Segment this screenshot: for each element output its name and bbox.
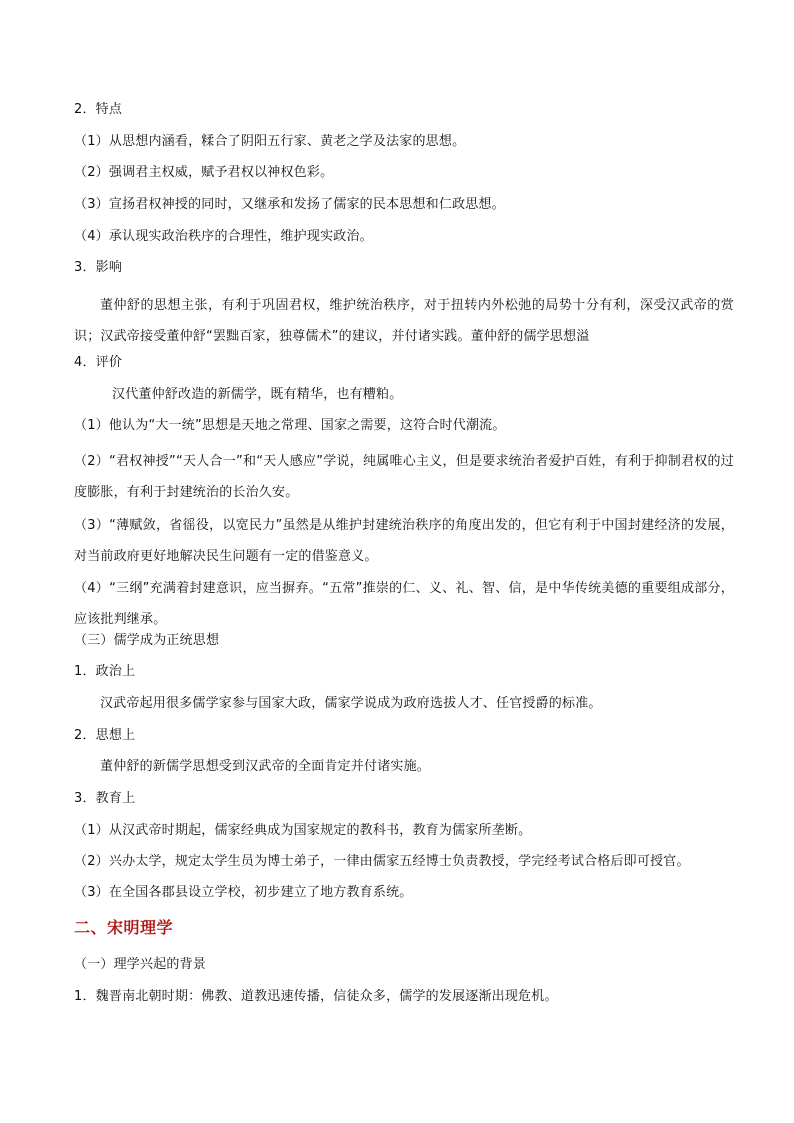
evaluation-intro: 汉代董仲舒改造的新儒学，既有精华，也有糟粕。 [112,387,403,402]
heading-features: 2．特点 [74,102,123,117]
heading-education: 3．教育上 [74,791,136,806]
evaluation-item-3: （3）“薄赋敛，省徭役，以宽民力”虽然是从维护封建统治秩序的角度出发的，但它有利于中国封建经济的发展，对当前政府更好地解决民生问题有一定的借鉴意义。 [74,518,734,564]
background-item-1: 1．魏晋南北朝时期：佛教、道教迅速传播，信徒众多，儒学的发展逐渐出现危机。 [74,989,558,1004]
evaluation-item-2: （2）“君权神授”“天人合一”和“天人感应”学说，纯属唯心主义，但是要求统治者爱护百姓，有利于抑制君权的过度膨胀，有利于封建统治的长治久安。 [74,454,734,500]
feature-item-1: （1）从思想内涵看，糅合了阴阳五行家、黄老之学及法家的思想。 [74,134,466,149]
heading-influence: 3．影响 [74,260,123,275]
politics-text: 汉武帝起用很多儒学家参与国家大政，儒家学说成为政府选拔人才、任官授爵的标准。 [100,696,602,711]
heading-thought: 2．思想上 [74,728,136,743]
evaluation-item-1: （1）他认为“大一统”思想是天地之常理、国家之需要，这符合时代潮流。 [74,418,506,433]
section-title-song-ming: 二、宋明理学 [74,918,174,937]
education-item-1: （1）从汉武帝时期起，儒家经典成为国家规定的教科书，教育为儒家所垄断。 [74,823,532,838]
feature-item-4: （4）承认现实政治秩序的合理性，维护现实政治。 [74,229,373,244]
heading-orthodox: （三）儒学成为正统思想 [74,633,220,648]
heading-background: （一）理学兴起的背景 [74,957,207,972]
influence-paragraph: 董仲舒的思想主张，有利于巩固君权，维护统治秩序，对于扭转内外松弛的局势十分有利，深受汉武帝的赏识；汉武帝接受董仲舒“罢黜百家，独尊儒术”的建议，并付诸实践。董仲舒的儒学思想溢 [74,298,734,344]
heading-politics: 1．政治上 [74,664,136,679]
heading-evaluation: 4．评价 [74,355,123,370]
feature-item-3: （3）宣扬君权神授的同时，又继承和发扬了儒家的民本思想和仁政思想。 [74,197,505,212]
education-item-2: （2）兴办太学，规定太学生员为博士弟子，一律由儒家五经博士负责教授，学完经考试合格后即可授官。 [74,854,690,869]
feature-item-2: （2）强调君主权威，赋予君权以神权色彩。 [74,165,334,180]
education-item-3: （3）在全国各郡县设立学校，初步建立了地方教育系统。 [74,885,413,900]
evaluation-item-4: （4）“三纲”充满着封建意识，应当摒弃。“五常”推崇的仁、义、礼、智、信，是中华传统美德的重要组成部分，应该批判继承。 [74,581,734,627]
thought-text: 董仲舒的新儒学思想受到汉武帝的全面肯定并付诸实施。 [100,759,431,774]
